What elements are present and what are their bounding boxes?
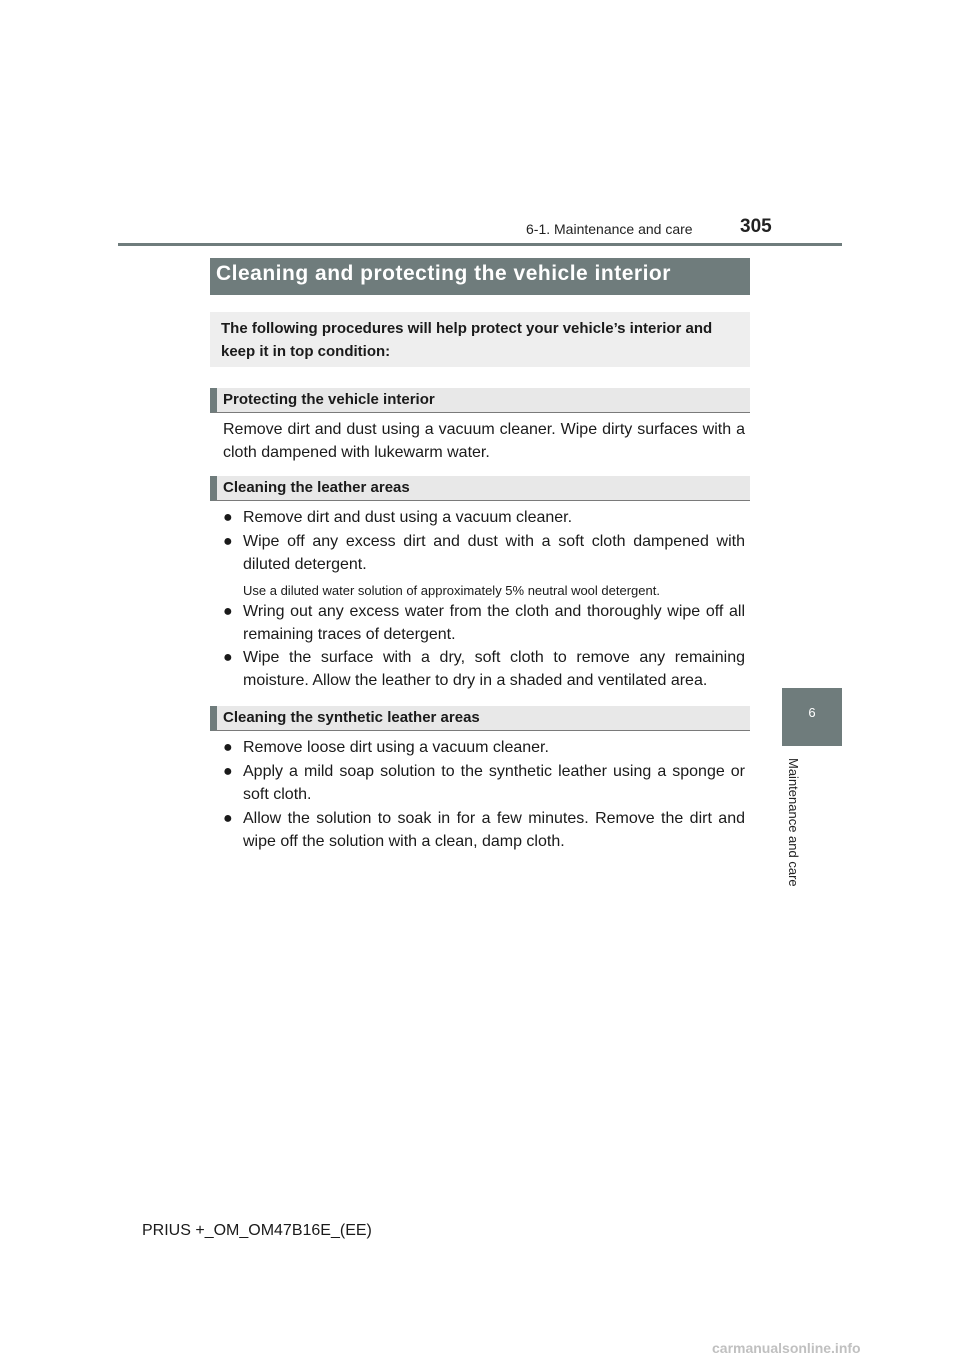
list-item-text: Allow the solution to soak in for a few minutes. Remove the dirt and wipe off the solution with a clean, damp cloth. — [243, 810, 745, 850]
bullet-icon: ● — [223, 649, 233, 666]
list-item-text: Remove loose dirt using a vacuum cleaner. — [243, 739, 549, 756]
note-text: Use a diluted water solution of approximately 5% neutral wool detergent. — [243, 583, 660, 598]
section-heading — [210, 706, 750, 731]
section-title: Cleaning the leather areas — [223, 479, 410, 496]
bullet-icon: ● — [223, 509, 233, 526]
bullet-icon: ● — [223, 763, 233, 780]
list-item-text: Wring out any excess water from the cloth and thoroughly wipe off all remaining traces of detergent. — [243, 603, 745, 643]
intro-box — [210, 312, 750, 367]
chapter-tab-label: Maintenance and care — [786, 758, 801, 887]
section-heading — [210, 476, 750, 501]
watermark: carmanualsonline.info — [712, 1340, 861, 1356]
section-heading — [210, 388, 750, 413]
list-item-text: Wipe the surface with a dry, soft cloth to remove any remaining moisture. Allow the leather to dry in a shaded and ventilated area. — [243, 649, 745, 689]
bullet-icon: ● — [223, 603, 233, 620]
section-title: Protecting the vehicle interior — [223, 391, 435, 408]
intro-text: The following procedures will help protect your vehicle’s interior and keep it in top condition: — [221, 320, 713, 360]
list-item — [223, 737, 745, 760]
list-item-text: Wipe off any excess dirt and dust with a soft cloth dampened with diluted detergent. — [243, 533, 745, 573]
list-item — [223, 531, 745, 576]
list-item-text: Remove dirt and dust using a vacuum cleaner. — [243, 509, 573, 526]
header-divider — [118, 243, 842, 246]
list-item — [223, 647, 745, 692]
page-title: Cleaning and protecting the vehicle interior — [216, 262, 671, 285]
section-body: Remove dirt and dust using a vacuum cleaner. Wipe dirty surfaces with a cloth dampened with lukewarm water. — [223, 421, 745, 461]
section-header: 6-1. Maintenance and care — [526, 221, 693, 237]
bullet-icon: ● — [223, 533, 233, 550]
section-title: Cleaning the synthetic leather areas — [223, 709, 480, 726]
page-number: 305 — [740, 216, 772, 237]
bullet-icon: ● — [223, 810, 233, 827]
chapter-tab: 6 — [782, 688, 842, 746]
bullet-icon: ● — [223, 739, 233, 756]
list-item — [223, 601, 745, 646]
page-title-bar — [210, 258, 750, 295]
document-footer: PRIUS +_OM_OM47B16E_(EE) — [142, 1222, 372, 1239]
list-item — [223, 507, 745, 530]
list-item — [223, 808, 745, 853]
list-item-text: Apply a mild soap solution to the synthetic leather using a sponge or soft cloth. — [243, 763, 745, 803]
list-item — [223, 761, 745, 806]
